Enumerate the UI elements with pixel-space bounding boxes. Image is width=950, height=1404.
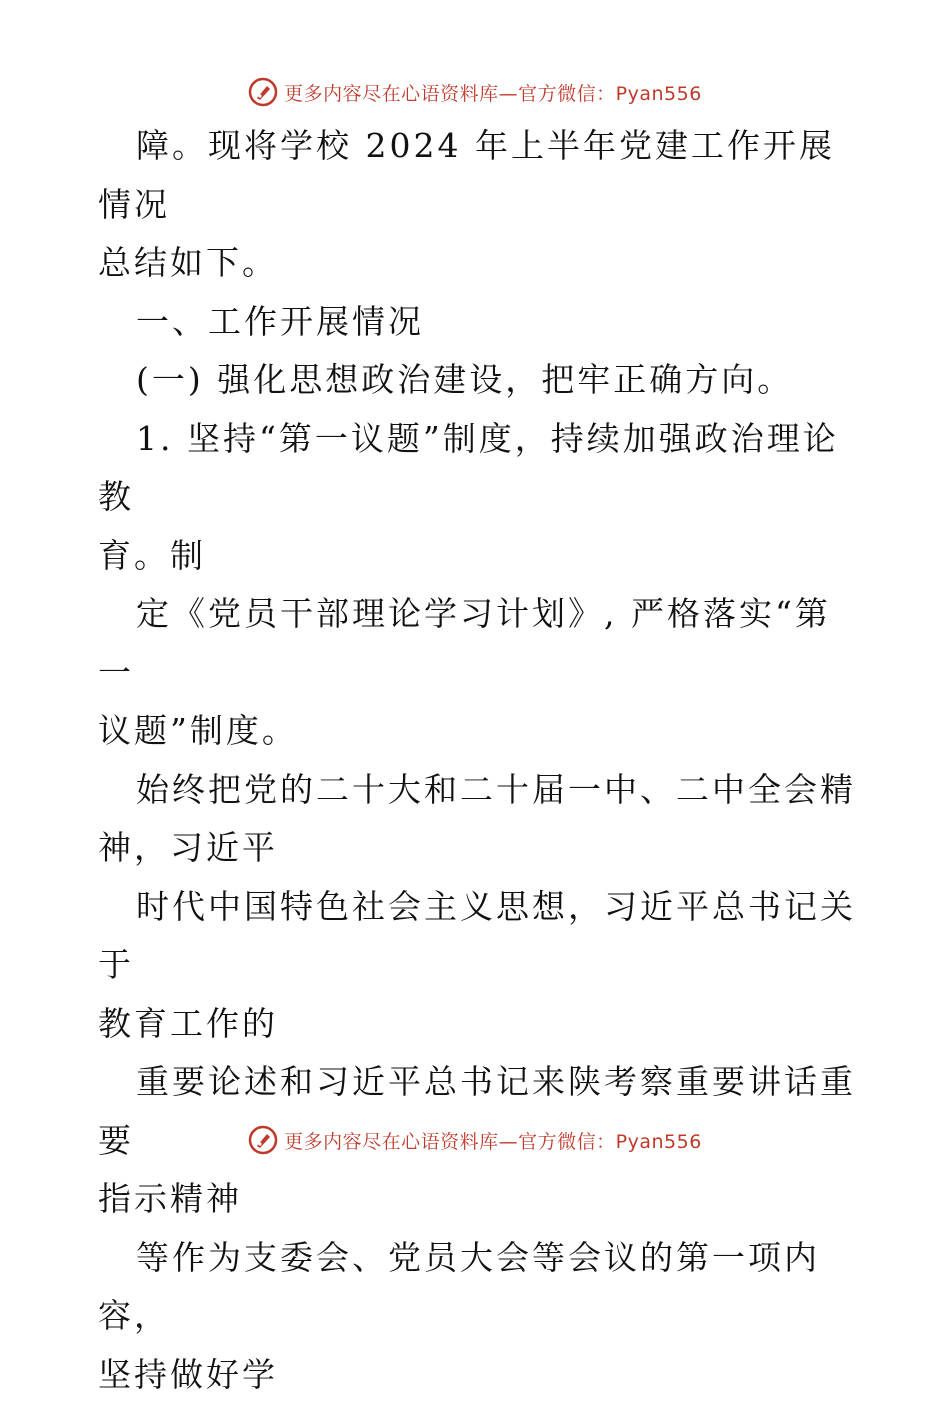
subsection-heading: (一) 强化思想政治建设，把牢正确方向。 xyxy=(98,351,858,410)
text-line: 1. 坚持“第一议题”制度，持续加强政治理论教 xyxy=(98,410,858,527)
footer-banner xyxy=(0,1120,950,1160)
text-line: 神，习近平 xyxy=(98,819,858,878)
text-line: 教育工作的 xyxy=(98,995,858,1054)
text-line: 定《党员干部理论学习计划》, 严格落实“第一 xyxy=(98,585,858,702)
header-banner-text: 更多内容尽在心语资料库—官方微信：Pyan556 xyxy=(284,79,702,106)
text-line: 坚持做好学 xyxy=(98,1346,858,1404)
pen-nib-logo-icon xyxy=(248,1125,278,1155)
text-line: 等作为支委会、党员大会等会议的第一项内容， xyxy=(98,1229,858,1346)
text-line: 重要论述和习近平总书记来陕考察重要讲话重要 xyxy=(98,1053,858,1170)
text-line: 议题”制度。 xyxy=(98,702,858,761)
text-line: 障。现将学校 2024 年上半年党建工作开展情况 xyxy=(98,117,858,234)
text-line: 总结如下。 xyxy=(98,234,858,293)
text-line: 育。制 xyxy=(98,527,858,586)
pen-nib-logo-icon xyxy=(248,77,278,107)
header-banner xyxy=(0,72,950,112)
text-line: 时代中国特色社会主义思想，习近平总书记关于 xyxy=(98,878,858,995)
footer-banner-text: 更多内容尽在心语资料库—官方微信：Pyan556 xyxy=(284,1127,702,1154)
text-line: 指示精神 xyxy=(98,1170,858,1229)
section-heading: 一、工作开展情况 xyxy=(98,293,858,352)
document-body xyxy=(98,117,858,1404)
text-line: 始终把党的二十大和二十届一中、二中全会精 xyxy=(98,761,858,820)
